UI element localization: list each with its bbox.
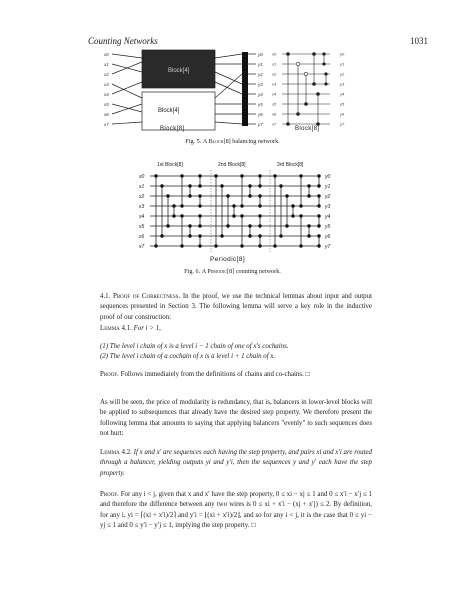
balancer-node <box>226 224 229 227</box>
balancer-node <box>240 214 243 217</box>
balancer-node <box>317 234 320 237</box>
balancer-node <box>299 174 302 177</box>
svg-text:y5: y5 <box>325 224 331 230</box>
figure-6-caption: Fig. 6. A Periodic[8] counting network. <box>184 268 281 275</box>
svg-text:x2: x2 <box>139 194 145 200</box>
svg-text:x5: x5 <box>104 102 109 107</box>
balancer-node <box>273 244 276 247</box>
balancer-node <box>232 204 235 207</box>
balancer-node <box>180 174 183 177</box>
svg-text:x3: x3 <box>272 81 277 87</box>
svg-text:y3: y3 <box>340 81 345 87</box>
fig6-network-label: Periodic[8] <box>210 256 246 263</box>
balancer-node <box>317 204 320 207</box>
balancer-node <box>198 244 201 247</box>
svg-text:y5: y5 <box>258 102 263 107</box>
svg-text:x5: x5 <box>139 224 145 230</box>
balancer-node <box>285 224 288 227</box>
svg-text:y0: y0 <box>340 51 345 57</box>
balancer-node <box>258 244 261 247</box>
balancer-node <box>279 184 282 187</box>
svg-text:x2: x2 <box>104 72 109 77</box>
balancer-node <box>248 234 251 237</box>
svg-text:x6: x6 <box>139 234 145 240</box>
figure-5-caption: Fig. 5. A Block[8] balancing network. <box>185 138 280 145</box>
fig5-right-label: Block[8] <box>295 126 320 132</box>
svg-text:x3: x3 <box>104 82 109 87</box>
balancer-node <box>258 234 261 237</box>
proof-4-1: Proof. Follows immediately from the definitions of chains and co-chains. □ <box>100 371 310 378</box>
svg-text:x0: x0 <box>139 174 145 180</box>
balancer-node <box>226 194 229 197</box>
balancer-node <box>299 204 302 207</box>
balancer-node <box>220 234 223 237</box>
svg-text:y1: y1 <box>258 62 263 67</box>
balancer-node <box>180 244 183 247</box>
fig5-left-label: Block[8] <box>160 126 185 132</box>
svg-text:y7: y7 <box>325 244 331 250</box>
balancer-node <box>166 224 169 227</box>
balancer-node <box>317 174 320 177</box>
balancer-node <box>317 244 320 247</box>
balancer-node <box>160 184 163 187</box>
fig6-stage-dividers <box>211 170 270 252</box>
balancer-node <box>198 234 201 237</box>
balancer-node <box>307 234 310 237</box>
balancer-node <box>317 194 320 197</box>
fig6-wires <box>150 176 320 246</box>
balancer-node <box>198 184 201 187</box>
svg-text:x3: x3 <box>139 204 145 210</box>
svg-text:x1: x1 <box>272 61 277 67</box>
balancer-node <box>291 204 294 207</box>
modularity-paragraph: As will be seen, the price of modularity is redundancy, that is, balancers in lower-level blocks will be applied to subsequences that already have the desired step property. We therefore present the following lemma that amounts to saying that applying balancers "evenly" to such sequences does not hurt: <box>100 399 372 438</box>
balancer-node <box>154 174 157 177</box>
balancer-node <box>198 194 201 197</box>
lemma-4-1-items <box>100 342 372 363</box>
svg-text:y6: y6 <box>258 112 263 117</box>
balancer-node <box>317 184 320 187</box>
balancer-node <box>258 214 261 217</box>
svg-text:y0: y0 <box>325 174 331 180</box>
svg-text:x1: x1 <box>139 184 145 190</box>
balancer-node <box>291 214 294 217</box>
balancer-node <box>172 214 175 217</box>
balancer-node <box>188 224 191 227</box>
svg-text:y7: y7 <box>340 121 345 127</box>
balancer-node <box>240 174 243 177</box>
svg-text:y1: y1 <box>340 61 345 67</box>
balancer-node <box>307 194 310 197</box>
balancer-node <box>299 214 302 217</box>
lemma-4-1-item-1: (1) The level i chain of x is a level i − 1 chain of one of x's cochains. <box>100 343 289 350</box>
svg-text:x0: x0 <box>104 52 109 57</box>
svg-text:x5: x5 <box>272 101 277 107</box>
svg-text:x4: x4 <box>272 91 277 97</box>
balancer-node <box>198 214 201 217</box>
balancer-node <box>188 194 191 197</box>
balancer-node <box>220 184 223 187</box>
fig6-balancers <box>154 174 320 247</box>
balancer-node <box>299 244 302 247</box>
balancer-node <box>160 234 163 237</box>
page-number: 1031 <box>410 36 428 46</box>
balancer-node <box>154 244 157 247</box>
balancer-node <box>214 244 217 247</box>
balancer-node <box>273 174 276 177</box>
fig5-left-input-labels <box>103 52 109 127</box>
svg-text:3rd Block[8]: 3rd Block[8] <box>277 162 304 168</box>
balancer-node <box>240 204 243 207</box>
svg-text:x4: x4 <box>104 92 109 97</box>
balancer-node <box>166 194 169 197</box>
balancer-node <box>198 224 201 227</box>
lemma-4-1: Lemma 4.1. For i > 1, <box>100 325 161 332</box>
svg-text:y6: y6 <box>340 111 345 117</box>
balancer-node <box>180 214 183 217</box>
svg-text:2nd Block[8]: 2nd Block[8] <box>218 162 246 168</box>
svg-text:y2: y2 <box>258 72 263 77</box>
balancer-node <box>214 174 217 177</box>
svg-text:y3: y3 <box>325 204 331 210</box>
section-heading: 4.1. Proof of Correctness. <box>100 293 181 300</box>
fig5-right-output-labels <box>339 52 345 127</box>
balancer-node <box>258 224 261 227</box>
balancer-node <box>232 214 235 217</box>
fig6-stage-labels <box>157 162 304 168</box>
balancer-node <box>248 194 251 197</box>
svg-text:x0: x0 <box>272 51 277 57</box>
balancer-node <box>285 194 288 197</box>
balancer-node <box>258 184 261 187</box>
block4-bottom-label: Block[4] <box>158 108 180 114</box>
svg-text:y4: y4 <box>258 92 263 97</box>
balancer-node <box>258 204 261 207</box>
balancer-node <box>188 184 191 187</box>
lemma-4-1-item-2: (2) The level i chain of a cochain of x is a level i + 1 chain of x. <box>100 353 276 361</box>
balancer-node <box>307 224 310 227</box>
svg-text:y4: y4 <box>340 91 345 97</box>
balancer-node <box>258 174 261 177</box>
svg-text:y7: y7 <box>258 122 263 127</box>
svg-text:1st Block[8]: 1st Block[8] <box>157 162 183 168</box>
svg-text:x2: x2 <box>272 71 277 77</box>
proof-4-2: Proof. For any i < j, given that x and x′ have the step property, 0 ≤ xi − xj ≤ 1 and 0 ≤ x′i − x′j ≤ 1 and therefore the difference between any two wires is 0 ≤ xi + x′i − (xj + x′j) ≤ 2. By definition, for any i, yi = ⌈(xi + x′i)/2⌉ and y′i = ⌊(xi + x′i)/2⌋, and so for any i < j, it is the case that 0 ≤ yi − yj ≤ 1 and 0 ≤ y′i − y′j ≤ 1, implying the step property. □ <box>100 491 372 530</box>
balancer-node <box>198 204 201 207</box>
svg-text:x7: x7 <box>139 244 145 250</box>
fig6-output-labels <box>324 174 331 250</box>
figure-6-diagram <box>0 156 465 256</box>
fig6-input-labels <box>138 174 145 250</box>
balancer-node <box>198 174 201 177</box>
balancer-node <box>180 204 183 207</box>
block8-recursive-diagram <box>112 50 256 130</box>
svg-text:y0: y0 <box>258 52 263 57</box>
balancer-node <box>248 184 251 187</box>
svg-text:x6: x6 <box>272 111 277 117</box>
svg-text:x4: x4 <box>139 214 145 220</box>
svg-text:y2: y2 <box>325 194 331 200</box>
fig5-right-input-labels <box>271 52 277 127</box>
svg-text:x1: x1 <box>104 62 109 67</box>
svg-text:x7: x7 <box>104 122 109 127</box>
section-4-1-paragraph: 4.1. Proof of Correctness. In the proof, we use the technical lemmas about input and output sequences presented in Section 3. The following lemma will serve a key role in the inductive proof of our construction: <box>100 293 372 321</box>
balancer-node <box>307 184 310 187</box>
balancer-node <box>258 194 261 197</box>
svg-text:x7: x7 <box>272 121 277 127</box>
svg-text:y4: y4 <box>325 214 331 220</box>
balancer-node <box>317 224 320 227</box>
svg-text:x6: x6 <box>104 112 109 117</box>
balancer-node <box>240 244 243 247</box>
balancer-node <box>279 234 282 237</box>
fig5-left-output-labels <box>257 52 263 127</box>
svg-text:y3: y3 <box>258 82 263 87</box>
balancer-node <box>317 214 320 217</box>
svg-text:y5: y5 <box>340 101 345 107</box>
block4-top-label: Block[4] <box>168 68 190 74</box>
balancer-node <box>172 204 175 207</box>
svg-text:y2: y2 <box>340 71 345 77</box>
lemma-4-2: Lemma 4.2. If x and x′ are sequences each having the step property, and pairs xi and x′i are routed through a balancer, yielding outputs yi and y′i, then the sequences y and y′ each have the step property. <box>100 449 372 477</box>
balancer-node <box>188 234 191 237</box>
balancer-node <box>248 224 251 227</box>
running-title: Counting Networks <box>88 36 158 46</box>
svg-text:y6: y6 <box>325 234 331 240</box>
svg-text:y1: y1 <box>325 184 331 190</box>
